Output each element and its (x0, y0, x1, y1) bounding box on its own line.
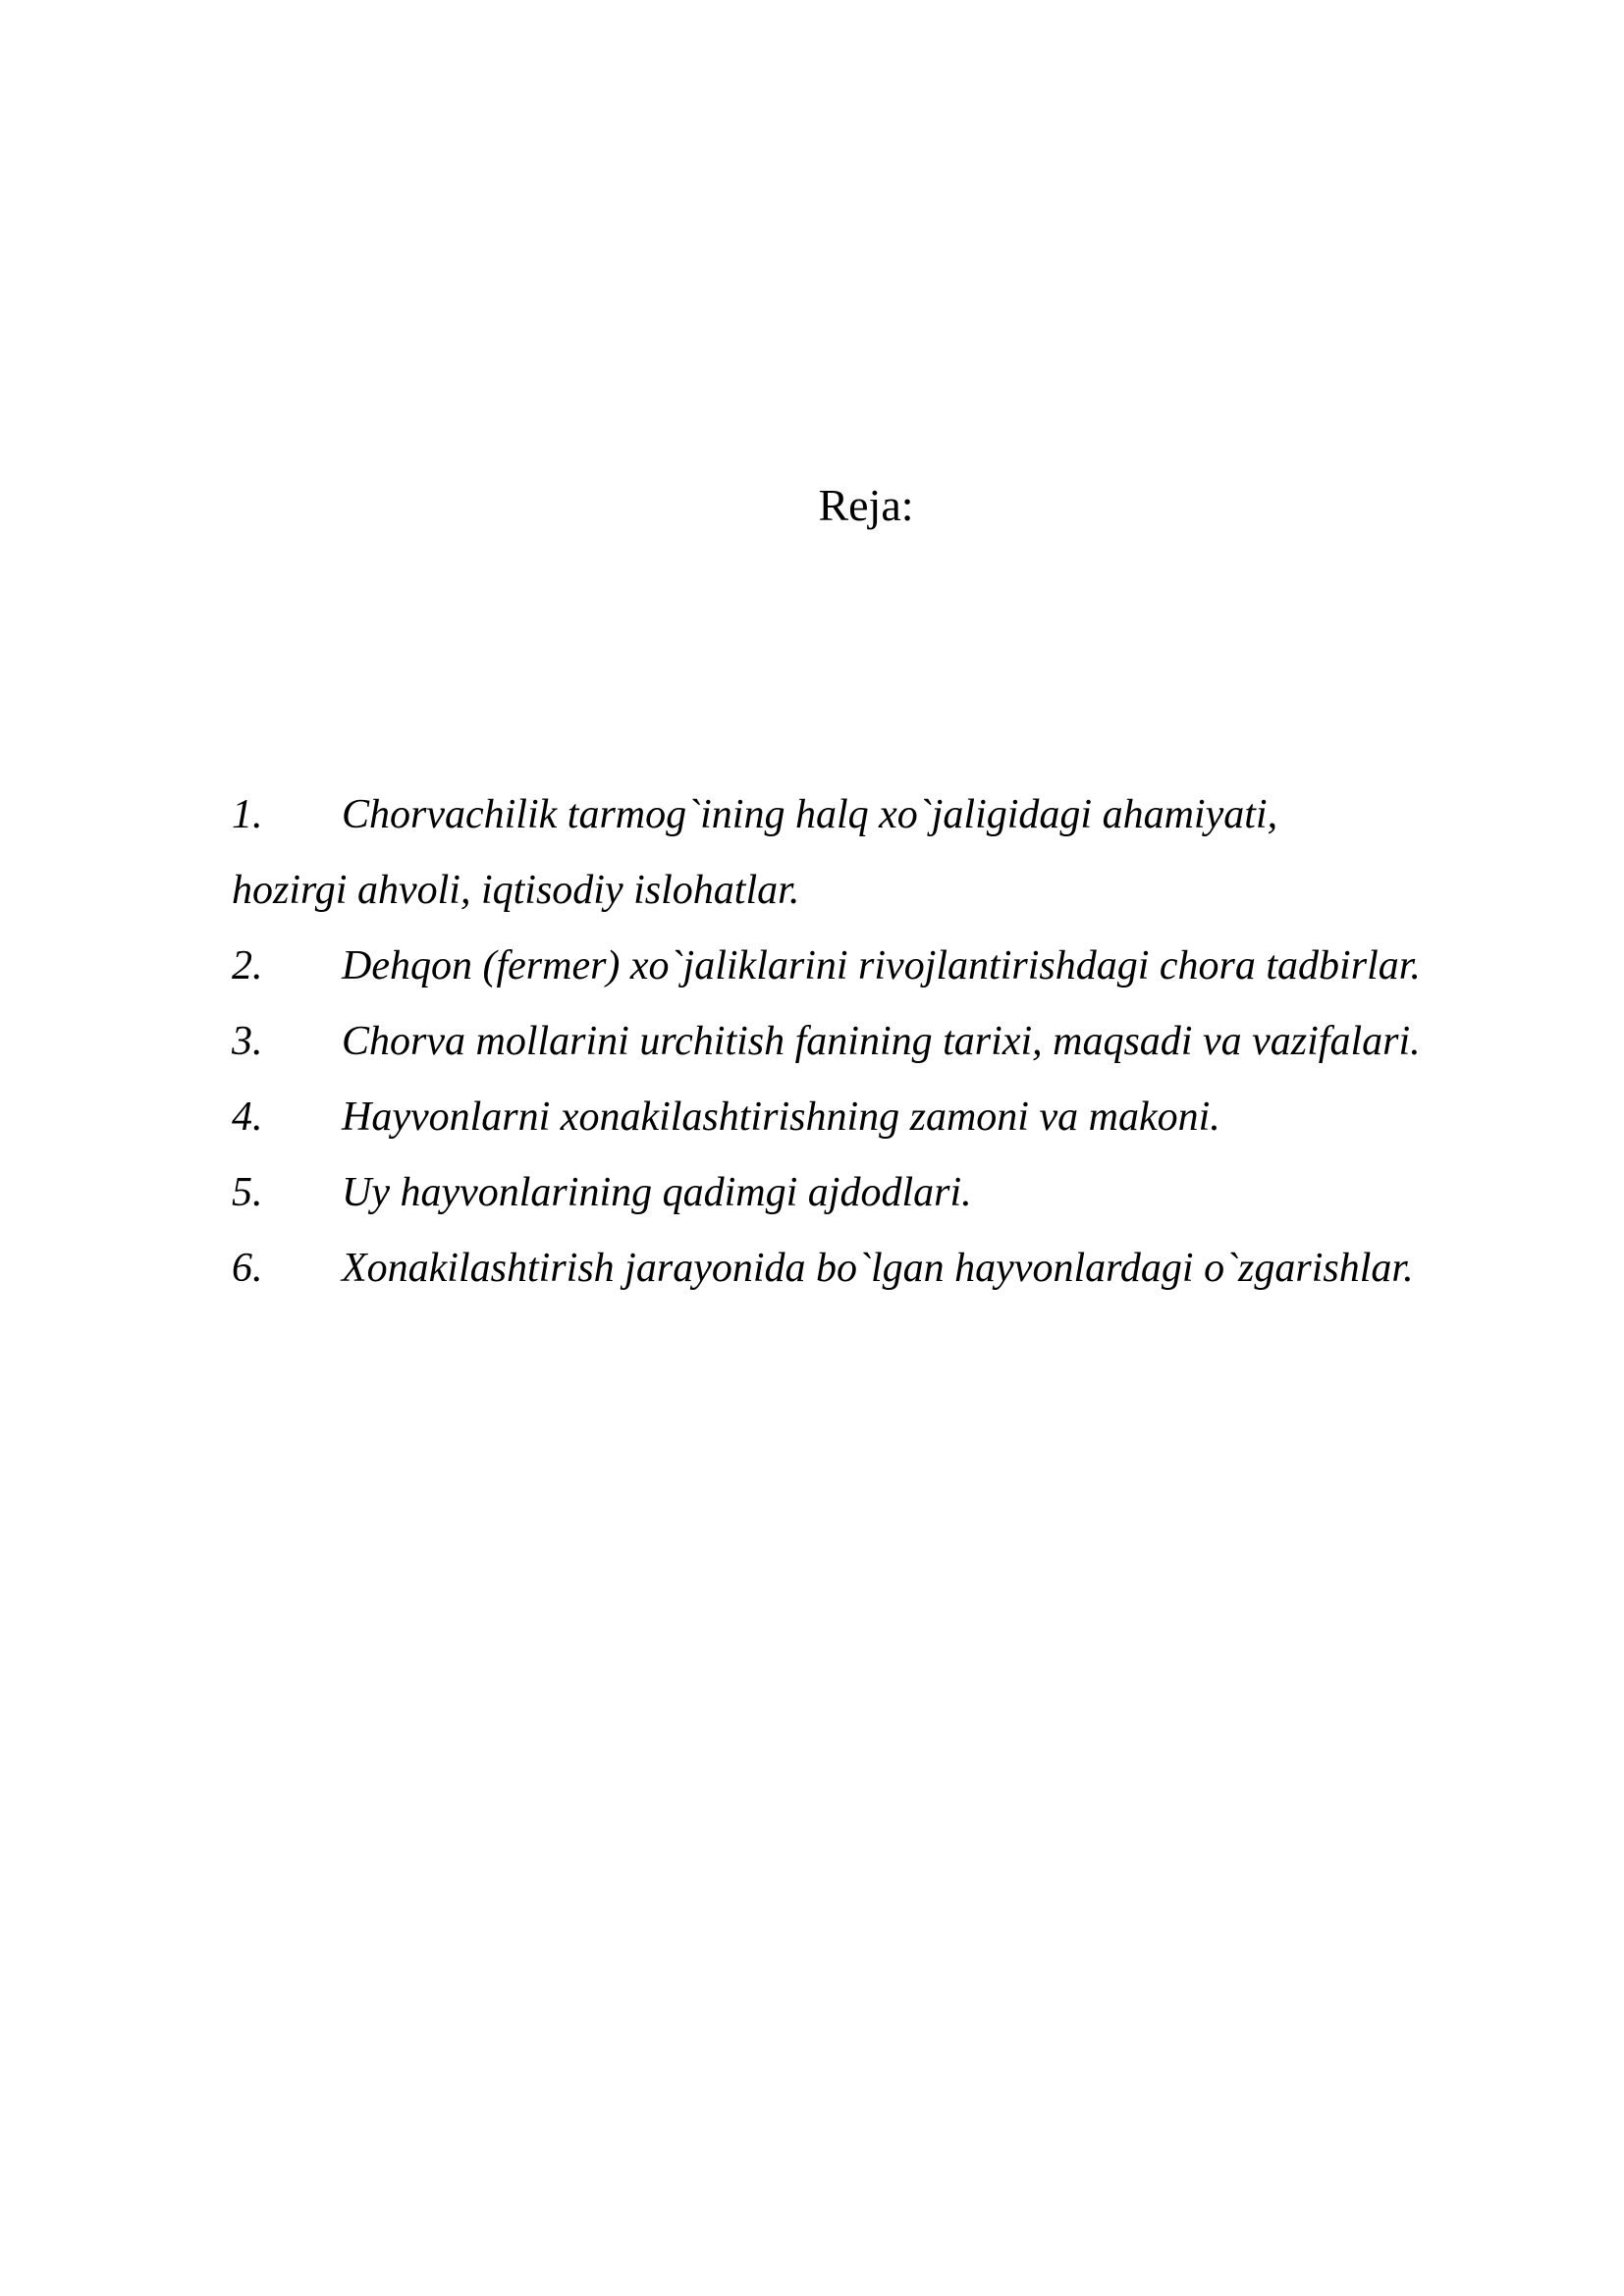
list-item (232, 1155, 1547, 1231)
list-item-continuation: hozirgi ahvoli, iqtisodiy islohatlar. (232, 868, 800, 913)
list-item-text: Hayvonlarni xonakilashtirishning zamoni va makoni. (342, 1095, 1220, 1140)
list-item-text: Xonakilashtirish jarayonida bo`lgan hayvonlardagi o`zgarishlar. (342, 1246, 1414, 1291)
list-item-number: 2. (232, 943, 263, 988)
list-item-text: Uy hayvonlarining qadimgi ajdodlari. (342, 1170, 972, 1215)
list-item-text: Chorva mollarini urchitish fanining tarixi, maqsadi va vazifalari. (342, 1019, 1421, 1064)
list-item-text: Dehqon (fermer) xo`jaliklarini rivojlantirishdagi chora tadbirlar. (342, 943, 1421, 988)
list-item (232, 777, 1547, 929)
list-item-number: 6. (232, 1246, 263, 1291)
list-item-text: Chorvachilik tarmog`ining halq xo`jaligidagi ahamiyati, (342, 792, 1278, 837)
list-item (232, 1080, 1547, 1155)
list-item-number: 4. (232, 1095, 263, 1140)
list-item (232, 1004, 1547, 1080)
list-item-number: 1. (232, 792, 263, 837)
list-item (232, 929, 1547, 1004)
plan-list (232, 777, 1547, 1307)
page-title: Reja: (818, 480, 914, 530)
list-item-number: 5. (232, 1170, 263, 1215)
list-item (232, 1231, 1547, 1307)
list-item-number: 3. (232, 1019, 263, 1064)
